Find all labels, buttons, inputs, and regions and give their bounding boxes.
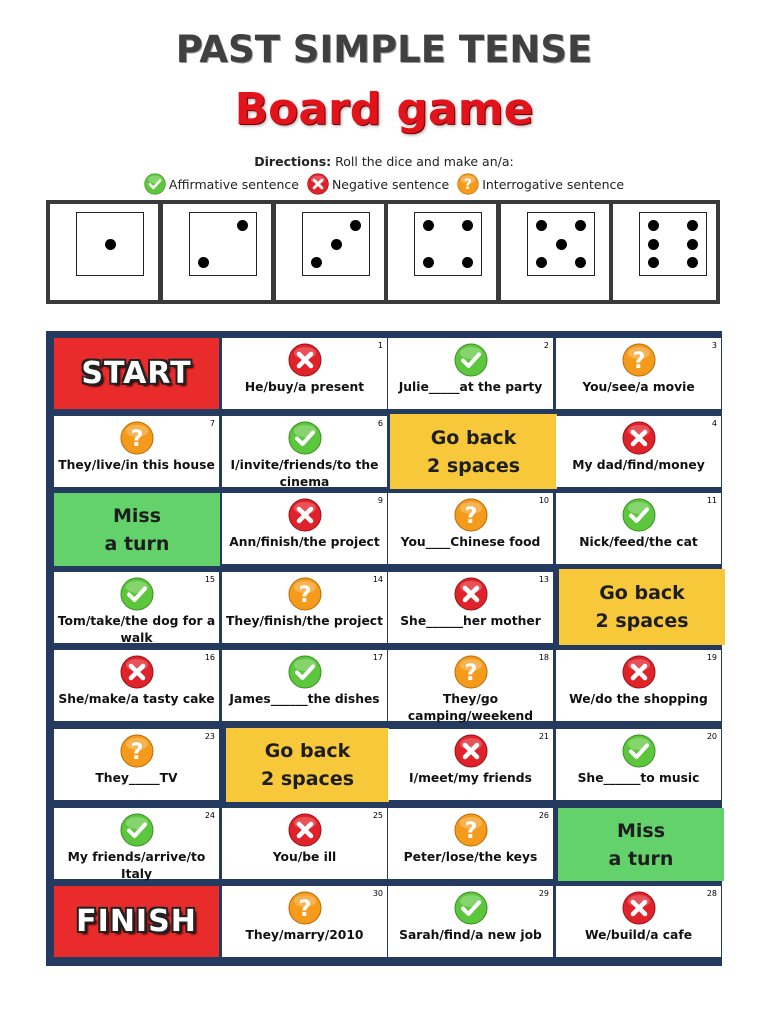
die-pip (105, 239, 116, 250)
square-number: 21 (538, 732, 549, 741)
cross-icon (288, 343, 322, 377)
board-square (222, 886, 387, 957)
die-pip (575, 257, 586, 268)
board-square (556, 493, 721, 564)
die-pip (556, 239, 567, 250)
svg-text:?: ? (298, 897, 311, 922)
cross-icon (622, 655, 656, 689)
miss-turn-square-label: Miss a turn (608, 819, 674, 870)
board-square (388, 729, 553, 800)
go-back-square-label: Go back 2 spaces (260, 740, 355, 790)
question-icon (457, 173, 479, 195)
square-text: My friends/arrive/to Italy (67, 850, 206, 881)
die-face (76, 212, 144, 276)
square-number: 25 (372, 811, 383, 820)
board-square (556, 650, 721, 721)
square-number: 1 (377, 341, 383, 350)
square-number: 6 (377, 419, 383, 428)
board-square (388, 886, 553, 957)
square-number: 16 (204, 653, 215, 662)
board-square (222, 650, 387, 721)
die-pip (311, 257, 322, 268)
square-text: My dad/find/money (572, 458, 705, 472)
square-number: 2 (543, 341, 549, 350)
cross-icon (120, 655, 154, 689)
dice-cell (276, 204, 384, 300)
dice-cell (501, 204, 609, 300)
question-icon (454, 655, 488, 689)
die-pip (462, 257, 473, 268)
miss-turn-square (558, 808, 724, 881)
square-number: 20 (706, 732, 717, 741)
board-square (388, 493, 553, 564)
square-number: 3 (711, 341, 717, 350)
square-text: You/see/a movie (582, 380, 695, 394)
check-icon (454, 343, 488, 377)
die-pip (648, 257, 659, 268)
square-number: 13 (538, 575, 549, 584)
check-icon (288, 421, 322, 455)
legend-label: Affirmative sentence (168, 176, 299, 192)
die-pip (536, 257, 547, 268)
go-back-square (226, 728, 389, 802)
square-text: Julie_____at the party (398, 380, 543, 394)
square-text: James______the dishes (229, 692, 380, 706)
square-number: 9 (377, 496, 383, 505)
square-text: They/marry/2010 (245, 928, 364, 942)
square-text: Nick/feed/the cat (579, 535, 698, 549)
square-number: 10 (538, 496, 549, 505)
die-pip (423, 257, 434, 268)
die-pip (687, 220, 698, 231)
die-face (302, 212, 370, 276)
square-text: She______her mother (400, 614, 541, 628)
die-pip (462, 220, 473, 231)
die-pip (331, 239, 342, 250)
miss-turn-square (54, 493, 220, 566)
square-number: 19 (706, 653, 717, 662)
legend-label: Negative sentence (331, 176, 450, 192)
die-face (639, 212, 707, 276)
finish-square-label: FINISH (76, 903, 197, 939)
dice-cell (50, 204, 158, 300)
start-square-label: START (81, 355, 192, 391)
square-number: 18 (538, 653, 549, 662)
check-icon (288, 655, 322, 689)
svg-text:?: ? (130, 427, 143, 452)
cross-icon (454, 734, 488, 768)
square-number: 14 (372, 575, 383, 584)
square-number: 4 (711, 419, 717, 428)
die-pip (648, 220, 659, 231)
square-text: We/build/a cafe (584, 928, 693, 942)
die-face (414, 212, 482, 276)
square-text: Ann/finish/the project (229, 535, 380, 549)
square-text: They/go camping/weekend (407, 692, 534, 723)
cross-icon (622, 891, 656, 925)
square-text: They_____TV (95, 771, 178, 785)
square-number: 28 (706, 889, 717, 898)
square-number: 11 (706, 496, 717, 505)
legend-negative (307, 173, 449, 195)
square-number: 29 (538, 889, 549, 898)
die-pip (687, 257, 698, 268)
square-text: She______to music (577, 771, 700, 785)
question-icon (622, 343, 656, 377)
question-icon (454, 813, 488, 847)
dice-cell (388, 204, 496, 300)
legend-affirmative (144, 173, 299, 195)
svg-text:?: ? (632, 349, 645, 374)
directions-text: Roll the dice and make an/a: (331, 154, 514, 169)
die-pip (350, 220, 361, 231)
svg-text:?: ? (464, 177, 473, 194)
page-title: PAST SIMPLE TENSE (175, 28, 593, 71)
board-square (222, 493, 387, 564)
die-pip (198, 257, 209, 268)
die-face (189, 212, 257, 276)
board-square (556, 416, 721, 487)
cross-icon (288, 813, 322, 847)
board-square (388, 338, 553, 409)
square-text: We/do the shopping (569, 692, 708, 706)
die-pip (648, 239, 659, 250)
square-number: 30 (372, 889, 383, 898)
die-pip (575, 220, 586, 231)
square-text: She/make/a tasty cake (58, 692, 215, 706)
square-text: Tom/take/the dog for a walk (57, 614, 216, 645)
question-icon (120, 734, 154, 768)
board-square (54, 572, 219, 643)
board-square (54, 808, 219, 879)
check-icon (120, 577, 154, 611)
square-number: 17 (372, 653, 383, 662)
go-back-square-label: Go back 2 spaces (595, 582, 689, 632)
board-square (54, 729, 219, 800)
board-square (222, 416, 387, 487)
check-icon (120, 813, 154, 847)
board-square (388, 572, 553, 643)
svg-text:?: ? (298, 583, 311, 608)
svg-text:?: ? (464, 819, 477, 844)
square-number: 15 (204, 575, 215, 584)
legend (0, 173, 768, 198)
question-icon (454, 498, 488, 532)
question-icon (120, 421, 154, 455)
die-pip (687, 239, 698, 250)
finish-square (54, 886, 219, 957)
cross-icon (454, 577, 488, 611)
square-text: Peter/lose/the keys (403, 850, 538, 864)
die-face (527, 212, 595, 276)
board-square (556, 886, 721, 957)
square-text: I/invite/friends/to the cinema (230, 458, 379, 489)
square-text: They/finish/the project (226, 614, 383, 628)
dice-cell (163, 204, 271, 300)
check-icon (144, 173, 166, 195)
miss-turn-square-label: Miss a turn (104, 504, 170, 555)
cross-icon (288, 498, 322, 532)
svg-text:?: ? (464, 661, 477, 686)
directions (0, 154, 768, 169)
board-square (388, 808, 553, 879)
go-back-square (559, 569, 725, 645)
check-icon (454, 891, 488, 925)
board-square (556, 729, 721, 800)
check-icon (622, 498, 656, 532)
square-text: You/be ill (272, 850, 337, 864)
legend-interrogative (457, 173, 624, 195)
square-text: You____Chinese food (400, 535, 541, 549)
board-square (222, 572, 387, 643)
board-square (222, 808, 387, 879)
dice-strip (46, 200, 720, 304)
die-pip (536, 220, 547, 231)
square-number: 26 (538, 811, 549, 820)
go-back-square (390, 414, 557, 489)
square-text: Sarah/find/a new job (399, 928, 542, 942)
square-number: 23 (204, 732, 215, 741)
start-square (54, 338, 219, 409)
die-pip (237, 220, 248, 231)
directions-label: Directions: (254, 154, 332, 169)
svg-text:?: ? (130, 740, 143, 765)
die-pip (423, 220, 434, 231)
square-text: He/buy/a present (244, 380, 365, 394)
check-icon (622, 734, 656, 768)
square-text: They/live/in this house (58, 458, 215, 472)
square-text: I/meet/my friends (409, 771, 532, 785)
question-icon (288, 891, 322, 925)
board-square (54, 650, 219, 721)
board-square (222, 338, 387, 409)
board-square (388, 650, 553, 721)
cross-icon (307, 173, 329, 195)
board-square (54, 416, 219, 487)
page-subtitle: Board game (234, 84, 534, 135)
dice-cell (613, 204, 716, 300)
square-number: 24 (204, 811, 215, 820)
game-board (46, 331, 722, 966)
svg-text:?: ? (464, 504, 477, 529)
legend-label: Interrogative sentence (482, 176, 625, 192)
question-icon (288, 577, 322, 611)
go-back-square-label: Go back 2 spaces (426, 426, 521, 477)
board-square (556, 338, 721, 409)
cross-icon (622, 421, 656, 455)
square-number: 7 (209, 419, 215, 428)
